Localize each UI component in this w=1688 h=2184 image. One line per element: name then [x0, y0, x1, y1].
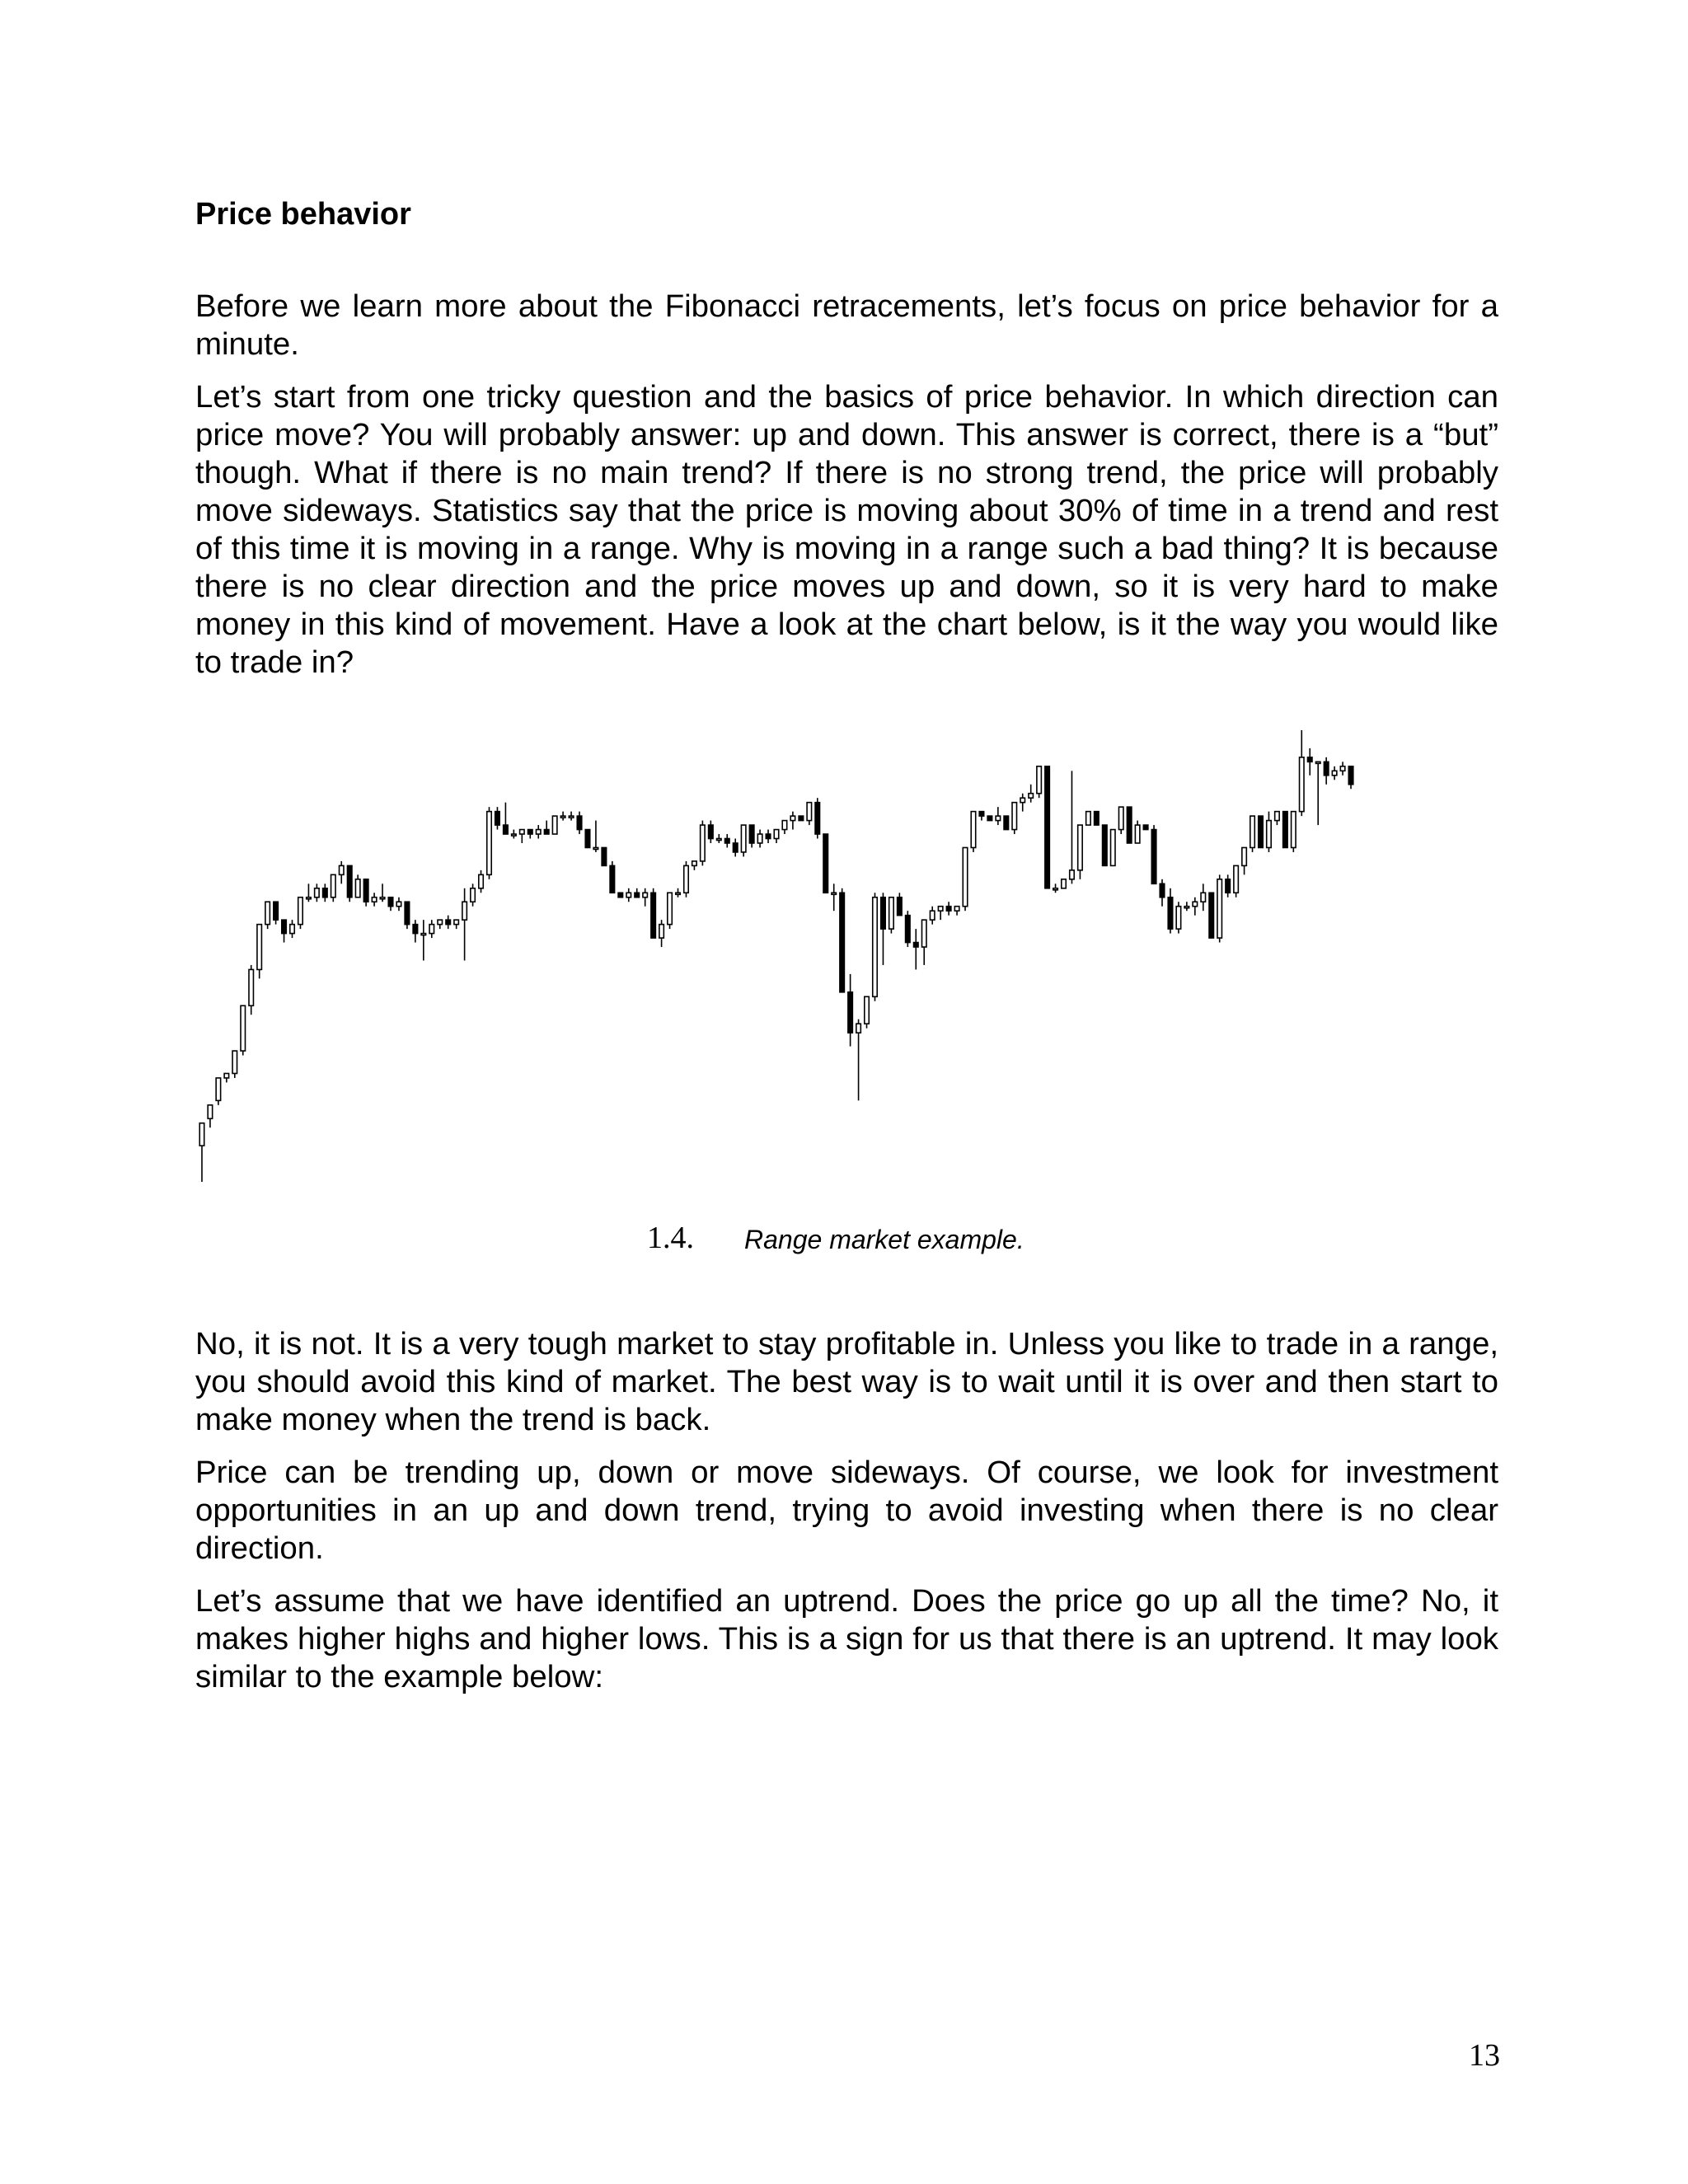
candle	[979, 812, 983, 821]
candle-body-bullish	[1020, 798, 1025, 802]
candle-body-bullish	[520, 830, 524, 834]
candle	[536, 825, 540, 838]
candle	[865, 996, 869, 1028]
candle-body-bearish	[840, 893, 844, 992]
candle	[199, 1123, 204, 1182]
candle	[1332, 766, 1336, 780]
candle-body-bullish	[659, 925, 663, 938]
candle	[1307, 748, 1311, 776]
candle	[1267, 812, 1271, 852]
candle	[709, 821, 713, 843]
page-number: 13	[1469, 2038, 1500, 2073]
candle	[1151, 825, 1156, 883]
candle-body-bearish	[363, 879, 368, 902]
candle	[1135, 821, 1139, 843]
candle-body-bullish	[454, 920, 458, 924]
candle	[274, 902, 278, 924]
figure-caption	[0, 1218, 1688, 1259]
candle	[1348, 766, 1353, 789]
candle-body-bullish	[676, 893, 680, 894]
candle-body-bullish	[938, 907, 942, 911]
candle	[569, 812, 573, 821]
candle	[1250, 816, 1254, 852]
candle-body-bullish	[560, 816, 565, 818]
candle-body-bullish	[889, 898, 893, 929]
candle	[1292, 812, 1296, 852]
candle-body-bullish	[208, 1105, 212, 1118]
candle-body-bullish	[1078, 825, 1082, 870]
candle-body-bullish	[963, 847, 967, 906]
candle-body-bullish	[1118, 807, 1123, 829]
candle-body-bearish	[618, 893, 622, 897]
candle-body-bullish	[512, 834, 516, 836]
candle-body-bullish	[643, 893, 647, 897]
candle-body-bullish	[1111, 830, 1115, 866]
candle	[906, 911, 910, 947]
candle-body-bearish	[1127, 807, 1131, 843]
candle	[290, 920, 294, 938]
candle-body-bullish	[996, 816, 1000, 820]
candle-body-bullish	[487, 812, 491, 875]
candle-body-bullish	[1070, 870, 1074, 879]
candle-body-bullish	[421, 934, 425, 935]
candle-body-bearish	[446, 920, 450, 924]
figure-number: 1.4.	[647, 1221, 694, 1255]
candle	[741, 825, 745, 856]
candle-body-bullish	[331, 874, 335, 897]
candle	[635, 888, 639, 898]
candle	[1168, 888, 1172, 934]
candle	[815, 798, 819, 838]
candle	[265, 902, 270, 929]
candle	[340, 861, 344, 883]
candle-body-bullish	[372, 898, 376, 902]
candle	[1283, 812, 1287, 848]
candle-body-bullish	[307, 898, 311, 899]
candle-body-bearish	[504, 825, 508, 834]
candle-body-bearish	[1283, 812, 1287, 848]
candle-body-bearish	[987, 816, 992, 820]
candle	[1201, 883, 1205, 911]
candle-body-bullish	[1086, 812, 1090, 825]
candle-body-bullish	[479, 874, 483, 888]
candle-body-bearish	[1151, 830, 1156, 884]
candle-body-bullish	[1053, 888, 1057, 890]
candle	[1086, 812, 1090, 825]
candle-body-bearish	[282, 920, 286, 933]
candle	[766, 830, 770, 843]
paragraph-intro: Before we learn more about the Fibonacci retracements, let’s focus on price behavior for a minute.	[195, 288, 1498, 362]
candle	[643, 888, 647, 907]
candle	[388, 898, 392, 911]
candle	[692, 861, 696, 870]
candle-body-bullish	[865, 996, 869, 1024]
candle-body-bullish	[471, 888, 475, 902]
candle	[733, 839, 737, 857]
candle	[1340, 762, 1344, 775]
candle-body-bullish	[298, 898, 302, 925]
candle	[372, 893, 376, 906]
candle-body-bearish	[1095, 812, 1099, 825]
candle-body-bullish	[1332, 771, 1336, 775]
candle	[1143, 825, 1147, 829]
candle	[241, 1005, 245, 1055]
candle-body-bearish	[1307, 757, 1311, 762]
candle	[602, 847, 606, 865]
candle	[1004, 816, 1008, 829]
candle-body-bearish	[725, 839, 729, 843]
paragraph-uptrend: Let’s assume that we have identified an uptrend. Does the price go up all the time? No, it makes higher highs and higher lows. This is a sign for us that there is an uptrend. It may look similar to the example below:	[195, 1583, 1498, 1694]
candle	[1324, 757, 1328, 785]
candle	[873, 893, 877, 1001]
candle-body-bearish	[1143, 825, 1147, 829]
candle	[1062, 879, 1066, 888]
candle	[232, 1051, 237, 1078]
candle	[1275, 812, 1279, 825]
candle-body-bullish	[429, 925, 434, 934]
candle	[889, 898, 893, 934]
candle-body-bullish	[717, 839, 721, 841]
candle	[774, 830, 778, 843]
candle	[593, 821, 598, 852]
candle	[438, 920, 442, 929]
candle	[701, 821, 705, 866]
candle-body-bullish	[224, 1073, 228, 1077]
candle	[618, 893, 622, 897]
candle-body-bullish	[954, 907, 959, 911]
candle-body-bearish	[914, 943, 918, 947]
candle-body-bearish	[1259, 816, 1263, 847]
candle-body-bullish	[462, 902, 467, 920]
candle	[249, 965, 253, 1015]
candle	[856, 1019, 860, 1101]
candle	[544, 821, 548, 834]
candle	[1111, 830, 1115, 866]
candle	[987, 816, 992, 820]
section-heading: Price behavior	[195, 197, 411, 232]
candle-body-bearish	[544, 830, 548, 834]
candle-body-bullish	[701, 825, 705, 861]
candle-body-bullish	[1267, 821, 1271, 848]
candle-body-bearish	[347, 865, 351, 897]
candle-body-bearish	[602, 847, 606, 865]
candle-body-bullish	[340, 865, 344, 874]
candle	[520, 830, 524, 843]
candle	[840, 888, 844, 992]
candle-body-bullish	[569, 816, 573, 818]
candle	[560, 812, 565, 821]
candle	[1242, 847, 1246, 874]
candle-body-bullish	[807, 803, 811, 821]
candle-body-bullish	[265, 902, 270, 924]
candle-body-bullish	[216, 1078, 220, 1100]
candle	[610, 861, 614, 893]
candle	[216, 1078, 220, 1105]
candle	[749, 825, 753, 847]
candle	[832, 883, 836, 911]
candle	[914, 929, 918, 969]
candle-body-bullish	[257, 925, 261, 970]
candle	[495, 807, 499, 829]
candle	[208, 1105, 212, 1127]
candle	[1259, 816, 1263, 847]
candle	[898, 893, 902, 915]
candle	[446, 916, 450, 929]
candle	[996, 807, 1000, 825]
candle	[298, 898, 302, 929]
candle	[1209, 893, 1213, 938]
candle	[1118, 807, 1123, 834]
candle-body-bullish	[1300, 757, 1304, 812]
candle	[363, 879, 368, 907]
candle-body-bearish	[610, 865, 614, 893]
candle	[504, 803, 508, 834]
candle-body-bullish	[199, 1123, 204, 1146]
candle-body-bullish	[290, 925, 294, 934]
candle-body-bullish	[536, 830, 540, 834]
candle	[552, 816, 556, 834]
candle-body-bearish	[635, 893, 639, 897]
candle	[257, 925, 261, 979]
candle	[790, 812, 795, 830]
candle-body-bearish	[881, 898, 885, 929]
candle-body-bearish	[1324, 762, 1328, 775]
candle	[487, 807, 491, 879]
candle	[823, 834, 828, 893]
paragraph-price-direction: Let’s start from one tricky question and the basics of price behavior. In which direction can price move? You will probably answer: up and down. This answer is correct, there is a “but” though. What if there is no main trend? If there is no strong trend, the price will probably move sideways. Statistics say that the price is moving about 30% of time in a trend and rest of this time it is moving in a range. Why is moving in a range such a bad thing? It is because there is no clear direction and the price moves up and down, so it is very hard to make money in this kind of movement. Have a look at the chart below, is it the way you would like to trade in?	[195, 379, 1498, 680]
candle-body-bullish	[774, 830, 778, 839]
candle	[1226, 874, 1230, 897]
candle	[717, 834, 721, 843]
candle-body-bullish	[355, 879, 359, 898]
candle-body-bullish	[232, 1051, 237, 1073]
candle	[380, 883, 384, 902]
candle	[577, 812, 581, 834]
candle	[963, 847, 967, 911]
candle	[946, 902, 950, 915]
candle	[454, 920, 458, 929]
candle	[347, 865, 351, 902]
candle	[1315, 762, 1320, 825]
candle-body-bullish	[692, 861, 696, 865]
candle-body-bearish	[815, 803, 819, 834]
candle-body-bullish	[832, 893, 836, 894]
candle	[1070, 771, 1074, 883]
candle-body-bullish	[241, 1005, 245, 1051]
candle	[331, 874, 335, 902]
candle	[307, 883, 311, 902]
candle	[881, 893, 885, 965]
candle-body-bearish	[413, 925, 417, 934]
figure-caption-text: Range market example.	[744, 1225, 1025, 1254]
candle-body-bullish	[1340, 766, 1344, 771]
candle	[471, 883, 475, 906]
candle-body-bearish	[709, 825, 713, 838]
candle	[429, 920, 434, 938]
candle-body-bullish	[684, 865, 688, 893]
candle	[479, 870, 483, 893]
candle	[1176, 902, 1180, 933]
candle-body-bullish	[1217, 879, 1221, 938]
candle-body-bullish	[626, 893, 631, 897]
candle	[930, 907, 934, 925]
candle-body-bearish	[577, 816, 581, 829]
candle	[1160, 879, 1164, 907]
candle	[938, 907, 942, 920]
candle-body-bearish	[528, 830, 532, 834]
candle-body-bearish	[1168, 898, 1172, 929]
candle	[1217, 874, 1221, 942]
candle-body-bullish	[856, 1024, 860, 1033]
candle-body-bullish	[1176, 907, 1180, 929]
paragraph-avoid-range: No, it is not. It is a very tough market to stay profitable in. Unless you like to trade in a range, you should avoid this kind of market. The best way is to wait until it is over and then start to make money when the trend is back.	[195, 1326, 1498, 1437]
candle	[954, 907, 959, 916]
candle-body-bullish	[315, 888, 319, 898]
candle	[323, 883, 327, 902]
candle-body-bearish	[799, 816, 803, 820]
candle	[1053, 883, 1057, 893]
candle-body-bullish	[380, 898, 384, 899]
candle-body-bearish	[1348, 766, 1353, 785]
candle-body-bullish	[438, 920, 442, 924]
candle	[725, 834, 729, 847]
candle	[1300, 730, 1304, 816]
candle-body-bearish	[1160, 883, 1164, 897]
candle-body-bearish	[1045, 766, 1049, 888]
candle	[807, 803, 811, 825]
candle	[1193, 898, 1197, 916]
candle-body-bullish	[921, 920, 926, 947]
candle-body-bearish	[766, 834, 770, 838]
candle-body-bearish	[848, 992, 852, 1033]
candle	[626, 888, 631, 902]
candle-body-bullish	[971, 812, 975, 848]
candle-body-bearish	[979, 812, 983, 816]
candle-body-bearish	[388, 898, 392, 907]
candle	[848, 974, 852, 1047]
candle	[1012, 803, 1016, 834]
candle	[1095, 812, 1099, 825]
candle	[1029, 785, 1033, 803]
candle-body-bullish	[249, 969, 253, 1005]
candle-body-bullish	[757, 834, 762, 843]
candle-body-bearish	[495, 812, 499, 825]
candle-body-bearish	[906, 916, 910, 943]
candle-body-bullish	[668, 893, 672, 924]
candle	[396, 898, 401, 911]
candle-body-bullish	[782, 821, 786, 830]
candle	[799, 816, 803, 820]
candle	[315, 883, 319, 902]
candle	[355, 874, 359, 897]
candle	[1045, 766, 1049, 888]
candle-body-bullish	[1275, 812, 1279, 821]
candle	[1037, 766, 1041, 798]
candle-body-bullish	[1184, 907, 1189, 908]
candle	[512, 830, 516, 839]
candle	[782, 821, 786, 834]
candle-body-bullish	[1292, 812, 1296, 848]
candle	[1184, 902, 1189, 911]
candle-body-bullish	[790, 816, 795, 820]
candle-body-bearish	[1226, 879, 1230, 893]
candle	[413, 920, 417, 942]
candle-body-bearish	[749, 825, 753, 843]
candle-body-bearish	[823, 834, 828, 893]
candle-body-bearish	[946, 907, 950, 911]
candle-body-bearish	[1103, 825, 1107, 865]
candle-body-bullish	[873, 898, 877, 997]
candle-body-bullish	[1012, 803, 1016, 830]
candle	[282, 920, 286, 942]
candle-body-bullish	[930, 911, 934, 920]
paragraph-trend-directions: Price can be trending up, down or move sideways. Of course, we look for investment opportunities in an up and down trend, trying to avoid investing when there is no clear direction.	[195, 1455, 1498, 1566]
candle-body-bearish	[898, 898, 902, 916]
candle-body-bullish	[1037, 766, 1041, 794]
candle	[1127, 807, 1131, 843]
candle	[971, 812, 975, 852]
candle	[585, 830, 589, 848]
candle	[1234, 865, 1238, 897]
candle-body-bearish	[405, 902, 409, 924]
candle-body-bullish	[1242, 847, 1246, 865]
candle-body-bullish	[1135, 825, 1139, 843]
candle	[676, 888, 680, 898]
candle	[757, 830, 762, 848]
candle-body-bullish	[1062, 879, 1066, 888]
candle	[224, 1073, 228, 1082]
candle-body-bearish	[1004, 816, 1008, 829]
candle-body-bearish	[585, 830, 589, 848]
range-market-chart	[191, 725, 1362, 1187]
candle-body-bullish	[1029, 794, 1033, 798]
candle-body-bullish	[1193, 902, 1197, 906]
candle	[462, 888, 467, 961]
candle	[1103, 825, 1107, 865]
candle	[1020, 794, 1025, 812]
candle-body-bullish	[1315, 762, 1320, 763]
candle-body-bearish	[274, 902, 278, 920]
candle-body-bullish	[1201, 893, 1205, 902]
candle	[421, 920, 425, 960]
candle-body-bullish	[396, 902, 401, 906]
candle-body-bullish	[1234, 865, 1238, 893]
candle-body-bullish	[552, 816, 556, 834]
candle	[651, 888, 655, 938]
candle-body-bearish	[323, 888, 327, 898]
candle-body-bullish	[741, 825, 745, 852]
candle	[668, 893, 672, 929]
candle	[921, 920, 926, 965]
candle-body-bearish	[651, 893, 655, 938]
candle-body-bullish	[1250, 816, 1254, 847]
candle	[659, 920, 663, 947]
candle	[1078, 825, 1082, 879]
candle-body-bullish	[593, 847, 598, 849]
candle	[528, 830, 532, 839]
candle-body-bearish	[733, 843, 737, 852]
candle-body-bearish	[1209, 893, 1213, 938]
candle	[684, 861, 688, 898]
candle	[405, 902, 409, 929]
